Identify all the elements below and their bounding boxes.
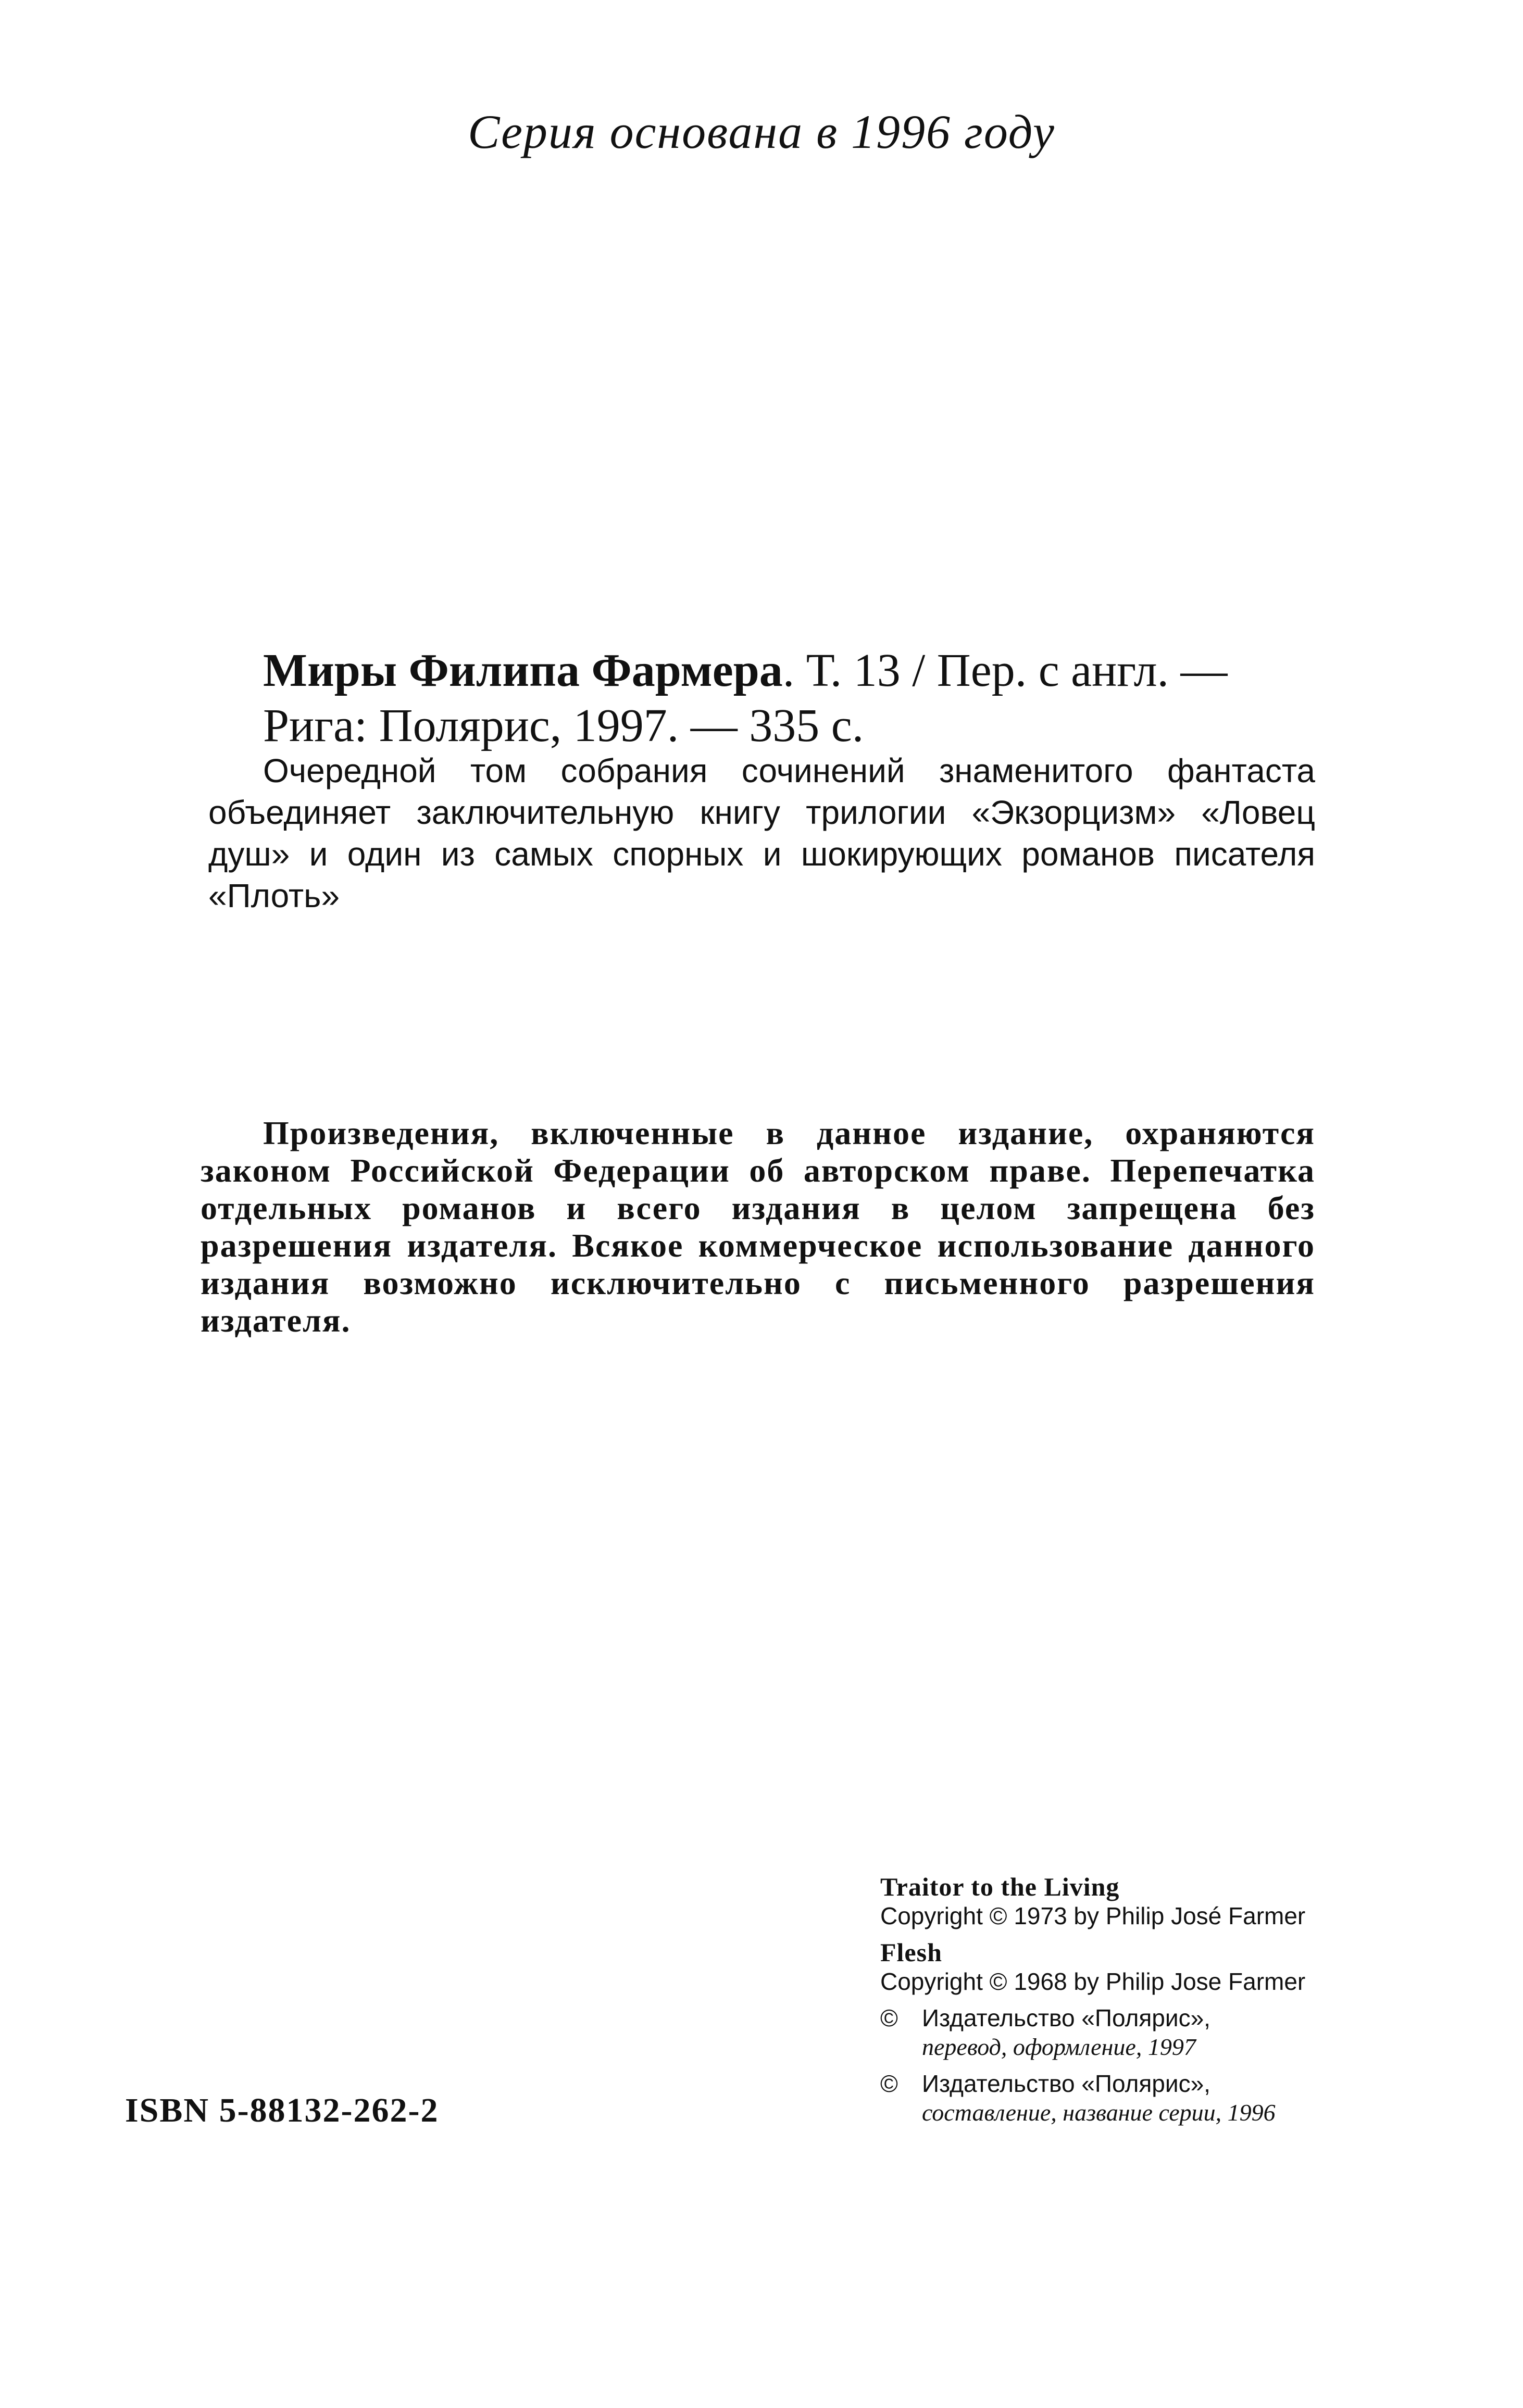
- book-title: Миры Филипа Фармера: [263, 645, 783, 696]
- publisher-detail: перевод, оформление, 1997: [922, 2034, 1196, 2060]
- publisher-copyright-translation: [880, 2003, 1401, 2062]
- series-note: Серия основана в 1996 году: [468, 105, 1055, 158]
- isbn: ISBN 5-88132-262-2: [125, 2091, 439, 2129]
- publisher-name: Издательство «Полярис»,: [922, 2070, 1210, 2097]
- volume-info: . Т. 13 / Пер. с англ. —: [782, 645, 1228, 696]
- imprint: Рига: Полярис, 1997. — 335 с.: [263, 700, 864, 751]
- publisher-copyright-series: [880, 2069, 1401, 2127]
- rights-notice: Произведения, включенные в данное издание, охраняются законом Российской Федерации об авторском праве. Перепечатка отдельных романов и всего издания в целом запрещена без разрешения издателя. Всякое коммерческое использование данного издания возможно исключительно с письменного разрешения издателя.: [201, 1114, 1315, 1339]
- copyright-symbol: ©: [880, 2070, 898, 2097]
- copyright-flesh: Copyright © 1968 by Philip Jose Farmer: [880, 1968, 1306, 1995]
- publisher-detail: составление, название серии, 1996: [922, 2099, 1276, 2126]
- copyright-symbol: ©: [880, 2004, 898, 2031]
- work-title-flesh: Flesh: [880, 1938, 942, 1967]
- copyright-traitor: Copyright © 1973 by Philip José Farmer: [880, 1902, 1306, 1929]
- annotation: Очередной том собрания сочинений знаменитого фантаста объединяет заключительную книгу трилогии «Экзорцизм» «Ловец душ» и один из самых спорных и шокирующих романов писателя «Плоть»: [208, 752, 1315, 914]
- bibliographic-line-1: [263, 643, 1315, 698]
- publisher-name: Издательство «Полярис»,: [922, 2004, 1210, 2031]
- bibliographic-record: [263, 643, 1315, 754]
- copyright-block: [880, 1872, 1401, 2127]
- work-title-traitor: Traitor to the Living: [880, 1872, 1120, 1901]
